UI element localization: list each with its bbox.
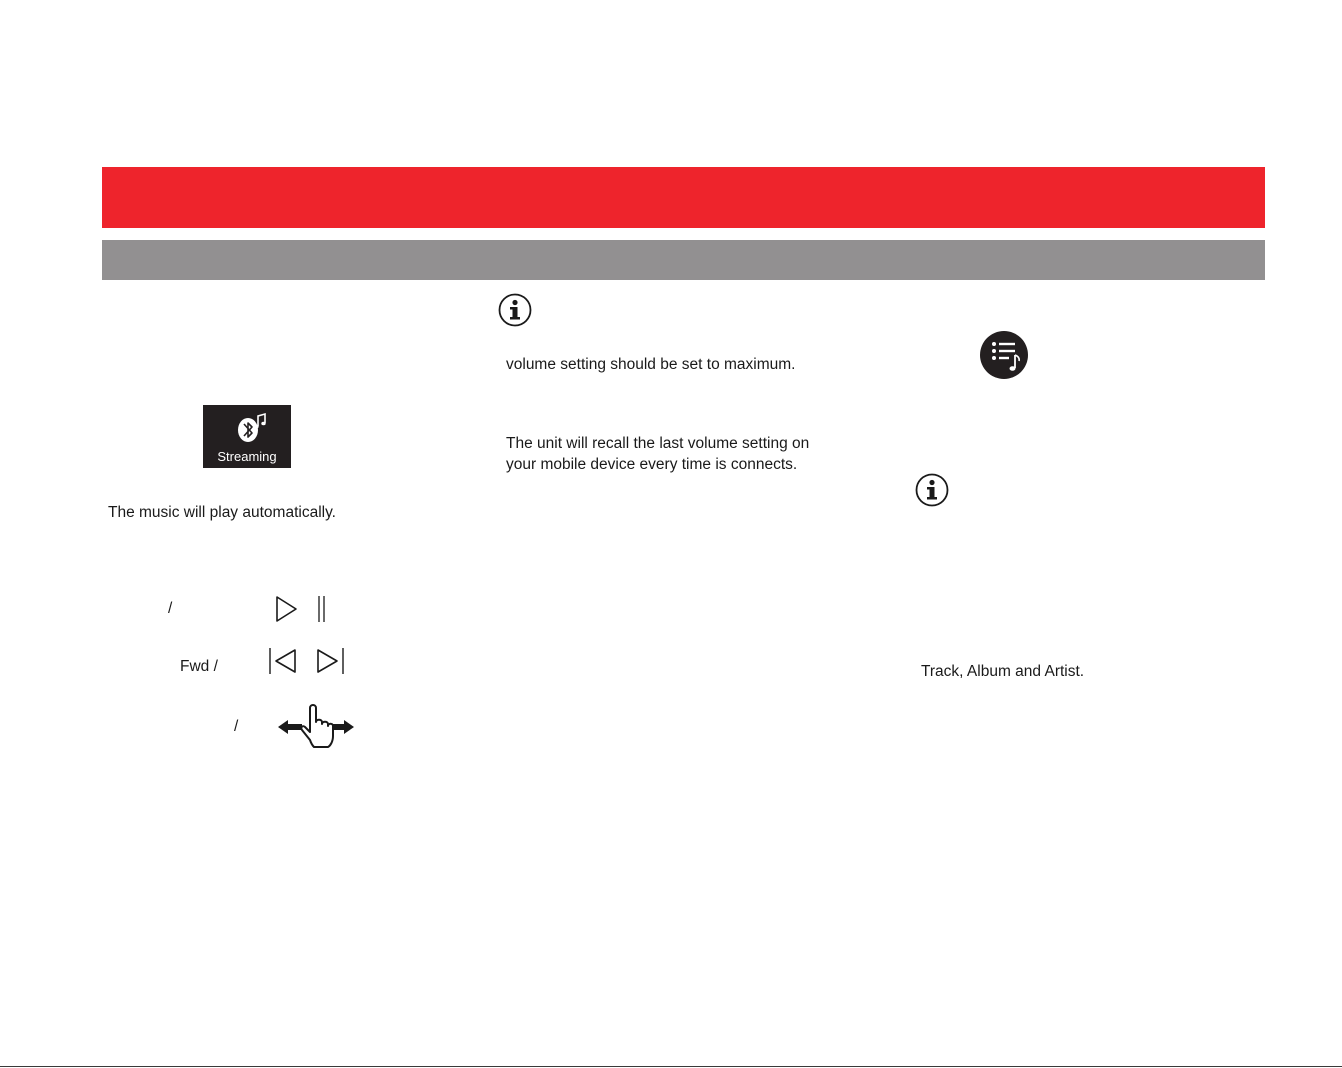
control-label-swipe: / <box>234 718 239 735</box>
streaming-label: Streaming <box>217 449 277 464</box>
volume-note-text: volume setting should be set to maximum. <box>506 356 796 373</box>
streaming-tile <box>203 405 291 468</box>
control-label-fwd: Fwd / <box>180 658 218 675</box>
music-list-icon <box>979 330 1029 380</box>
skip-forward-icon <box>316 647 346 675</box>
footer-rule <box>0 1066 1342 1067</box>
recall-text-line-2: your mobile device every time is connects. <box>506 456 798 473</box>
auto-play-text: The music will play automatically. <box>108 504 336 521</box>
title-bar <box>102 167 1265 228</box>
info-icon <box>498 293 532 327</box>
info-icon <box>915 473 949 507</box>
pause-icon <box>316 595 328 623</box>
swipe-gesture-icon <box>276 700 356 750</box>
subtitle-bar <box>102 240 1265 280</box>
recall-text-line-1: The unit will recall the last volume setting on <box>506 435 810 452</box>
skip-back-icon <box>268 647 298 675</box>
control-label-play: / <box>168 600 173 617</box>
bluetooth-music-icon <box>234 412 268 446</box>
play-icon <box>274 595 300 623</box>
metadata-text: Track, Album and Artist. <box>921 663 1085 680</box>
